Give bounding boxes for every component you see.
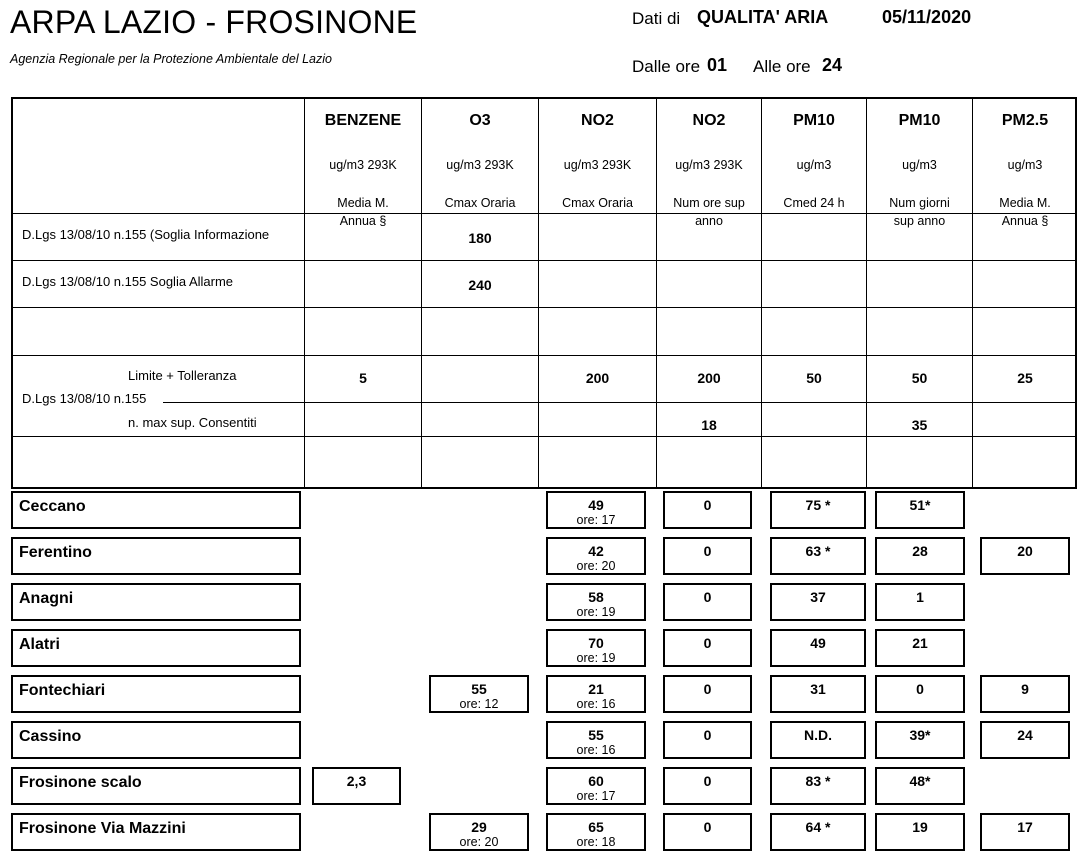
no2-cmax-value: 55 xyxy=(588,727,604,743)
column-header-pm25 xyxy=(973,112,1077,228)
limite-tolleranza-label: Limite + Tolleranza xyxy=(128,368,237,383)
report-date: 05/11/2020 xyxy=(882,7,972,27)
pm10-num-giorni-cell xyxy=(875,629,965,667)
column-desc: Num ore sup anno xyxy=(673,196,745,228)
limite-value: 200 xyxy=(585,370,610,386)
column-unit: ug/m3 293K xyxy=(446,158,514,172)
pm10-cmed-value: 31 xyxy=(810,681,826,697)
pm10-num-giorni-value: 48* xyxy=(909,773,931,789)
no2-cmax-hour: ore: 19 xyxy=(576,651,616,665)
no2-num-ore-cell xyxy=(663,721,752,759)
station-name: Anagni xyxy=(19,590,74,607)
pm25-cell xyxy=(980,675,1070,713)
column-header-no2-cmax xyxy=(539,112,656,212)
column-desc: Cmed 24 h xyxy=(783,196,845,210)
soglia-allarme-label: D.Lgs 13/08/10 n.155 Soglia Allarme xyxy=(22,274,234,289)
no2-cmax-cell xyxy=(546,491,646,529)
bracket-line xyxy=(163,402,304,403)
row-divider xyxy=(11,260,1077,261)
station-name: Ceccano xyxy=(19,498,86,515)
pm10-cmed-value: 49 xyxy=(810,635,826,651)
limite-value: 5 xyxy=(359,370,367,386)
max-superamenti-value: 18 xyxy=(701,417,717,433)
no2-cmax-cell xyxy=(546,721,646,759)
pm10-num-giorni-value: 21 xyxy=(912,635,928,651)
column-desc: Media M. Annua § xyxy=(999,196,1051,228)
pm10-num-giorni-value: 28 xyxy=(912,543,928,559)
limite-value: 50 xyxy=(911,370,928,386)
row-divider xyxy=(11,307,1077,308)
pm10-cmed-cell xyxy=(770,813,866,851)
column-unit: ug/m3 xyxy=(796,158,832,172)
column-unit: ug/m3 293K xyxy=(563,158,632,172)
no2-cmax-hour: ore: 16 xyxy=(576,697,616,711)
no2-cmax-cell xyxy=(546,767,646,805)
no2-cmax-value: 65 xyxy=(588,819,604,835)
column-name: PM2.5 xyxy=(1001,112,1049,129)
pm10-num-giorni-value: 1 xyxy=(916,589,924,605)
no2-cmax-cell xyxy=(546,537,646,575)
page-title: ARPA LAZIO - FROSINONE xyxy=(10,4,418,40)
column-unit: ug/m3 xyxy=(902,158,937,172)
pm10-cmed-value: 63 * xyxy=(805,543,831,559)
pm10-num-giorni-cell xyxy=(875,583,965,621)
o3-hour: ore: 20 xyxy=(459,835,499,849)
column-header-benzene xyxy=(305,112,421,228)
pm10-num-giorni-value: 19 xyxy=(912,819,928,835)
o3-value: 29 xyxy=(471,819,487,835)
pm25-value: 9 xyxy=(1021,681,1029,697)
benzene-cell xyxy=(312,767,401,805)
no2-num-ore-value: 0 xyxy=(703,727,712,743)
pm10-cmed-cell xyxy=(770,491,866,529)
no2-cmax-hour: ore: 20 xyxy=(576,559,616,573)
pm10-cmed-cell xyxy=(770,629,866,667)
column-name: NO2 xyxy=(581,112,614,129)
no2-cmax-value: 49 xyxy=(588,497,604,513)
pm25-value: 24 xyxy=(1017,727,1033,743)
data-type-value: QUALITA' ARIA xyxy=(697,7,829,27)
row-divider xyxy=(11,436,1077,437)
no2-num-ore-cell xyxy=(663,491,752,529)
station-name: Cassino xyxy=(19,728,82,745)
pm10-cmed-value: N.D. xyxy=(804,727,832,743)
column-name: O3 xyxy=(469,112,491,129)
limite-value: 200 xyxy=(697,370,721,386)
station-name: Frosinone Via Mazzini xyxy=(19,820,186,837)
column-name: BENZENE xyxy=(324,112,402,129)
pm10-cmed-cell xyxy=(770,583,866,621)
benzene-value: 2,3 xyxy=(346,773,367,789)
no2-num-ore-cell xyxy=(663,767,752,805)
limite-value: 50 xyxy=(806,370,822,386)
no2-cmax-value: 60 xyxy=(588,773,604,789)
no2-num-ore-value: 0 xyxy=(703,773,712,789)
station-name: Frosinone scalo xyxy=(19,774,142,791)
pm10-num-giorni-cell xyxy=(875,491,965,529)
soglia-informazione-label: D.Lgs 13/08/10 n.155 (Soglia Informazione xyxy=(22,227,270,242)
column-unit: ug/m3 xyxy=(1007,158,1043,172)
no2-cmax-value: 42 xyxy=(588,543,604,559)
station-name-box xyxy=(11,675,301,713)
pm10-num-giorni-value: 39* xyxy=(909,727,931,743)
column-header-o3 xyxy=(422,112,538,212)
column-unit: ug/m3 293K xyxy=(329,158,397,172)
no2-cmax-cell xyxy=(546,629,646,667)
pm10-num-giorni-cell xyxy=(875,721,965,759)
no2-num-ore-value: 0 xyxy=(703,589,712,605)
pm25-cell xyxy=(980,537,1070,575)
agency-subtitle: Agenzia Regionale per la Protezione Ambientale del Lazio xyxy=(10,52,332,66)
station-name: Ferentino xyxy=(19,544,92,561)
station-name-box xyxy=(11,491,301,529)
no2-cmax-value: 70 xyxy=(588,635,604,651)
pm10-cmed-cell xyxy=(770,721,866,759)
no2-num-ore-value: 0 xyxy=(703,819,712,835)
no2-cmax-value: 58 xyxy=(588,589,604,605)
pm10-cmed-cell xyxy=(770,767,866,805)
no2-num-ore-cell xyxy=(663,813,752,851)
pm25-value: 17 xyxy=(1017,819,1033,835)
o3-cell xyxy=(429,813,529,851)
no2-cmax-value: 21 xyxy=(588,681,604,697)
column-desc: Cmax Oraria xyxy=(444,196,516,210)
no2-cmax-cell xyxy=(546,583,646,621)
no2-cmax-hour: ore: 17 xyxy=(576,513,616,527)
dlgs-limit-label: D.Lgs 13/08/10 n.155 xyxy=(22,391,147,406)
max-superamenti-value: 35 xyxy=(911,417,928,433)
limite-value: 25 xyxy=(1017,370,1033,386)
column-desc: Num giorni sup anno xyxy=(889,196,950,228)
no2-num-ore-cell xyxy=(663,537,752,575)
no2-num-ore-cell xyxy=(663,675,752,713)
data-type-label: Dati di xyxy=(632,9,681,28)
no2-cmax-hour: ore: 17 xyxy=(576,789,616,803)
station-name-box xyxy=(11,583,301,621)
column-desc: Cmax Oraria xyxy=(562,196,633,210)
pm25-cell xyxy=(980,813,1070,851)
station-name-box xyxy=(11,813,301,851)
start-hour-label: Dalle ore xyxy=(632,57,701,76)
column-name: PM10 xyxy=(793,112,835,129)
no2-num-ore-value: 0 xyxy=(703,497,712,513)
pm10-cmed-value: 83 * xyxy=(805,773,831,789)
end-hour-label: Alle ore xyxy=(753,57,811,76)
pm10-cmed-cell xyxy=(770,537,866,575)
row-divider xyxy=(11,355,1077,356)
column-header-no2-num-ore xyxy=(657,112,761,228)
pm10-cmed-cell xyxy=(770,675,866,713)
column-name: NO2 xyxy=(692,112,726,129)
no2-cmax-hour: ore: 18 xyxy=(576,835,616,849)
no2-num-ore-value: 0 xyxy=(703,543,712,559)
no2-num-ore-value: 0 xyxy=(703,635,712,651)
max-superamenti-label: n. max sup. Consentiti xyxy=(128,415,257,430)
column-header-pm10-cmed xyxy=(762,112,866,212)
pm10-cmed-value: 64 * xyxy=(805,819,831,835)
o3-hour: ore: 12 xyxy=(459,697,499,711)
column-header-pm10-num-giorni xyxy=(867,112,972,228)
pm10-num-giorni-cell xyxy=(875,813,965,851)
station-name-box xyxy=(11,629,301,667)
pm25-value: 20 xyxy=(1017,543,1033,559)
no2-cmax-cell xyxy=(546,813,646,851)
end-hour-value: 24 xyxy=(822,55,843,75)
no2-num-ore-cell xyxy=(663,583,752,621)
column-name: PM10 xyxy=(898,112,941,129)
no2-num-ore-cell xyxy=(663,629,752,667)
start-hour-value: 01 xyxy=(707,55,728,75)
column-desc: Media M. Annua § xyxy=(337,196,389,228)
column-unit: ug/m3 293K xyxy=(675,158,743,172)
station-name: Alatri xyxy=(19,636,60,653)
no2-cmax-hour: ore: 19 xyxy=(576,605,616,619)
pm10-cmed-value: 37 xyxy=(810,589,826,605)
soglia-informazione-o3: 180 xyxy=(468,230,492,246)
no2-num-ore-value: 0 xyxy=(703,681,712,697)
station-name: Fontechiari xyxy=(19,682,106,699)
pm10-num-giorni-value: 0 xyxy=(916,681,924,697)
pm10-cmed-value: 75 * xyxy=(805,497,831,513)
o3-value: 55 xyxy=(471,681,487,697)
pm10-num-giorni-cell xyxy=(875,675,965,713)
station-name-box xyxy=(11,721,301,759)
soglia-allarme-o3: 240 xyxy=(468,277,492,293)
station-name-box xyxy=(11,767,301,805)
pm10-num-giorni-value: 51* xyxy=(909,497,931,513)
pm10-num-giorni-cell xyxy=(875,767,965,805)
no2-cmax-hour: ore: 16 xyxy=(576,743,616,757)
no2-cmax-cell xyxy=(546,675,646,713)
station-name-box xyxy=(11,537,301,575)
row-divider xyxy=(304,402,1077,403)
pm10-num-giorni-cell xyxy=(875,537,965,575)
pm25-cell xyxy=(980,721,1070,759)
o3-cell xyxy=(429,675,529,713)
